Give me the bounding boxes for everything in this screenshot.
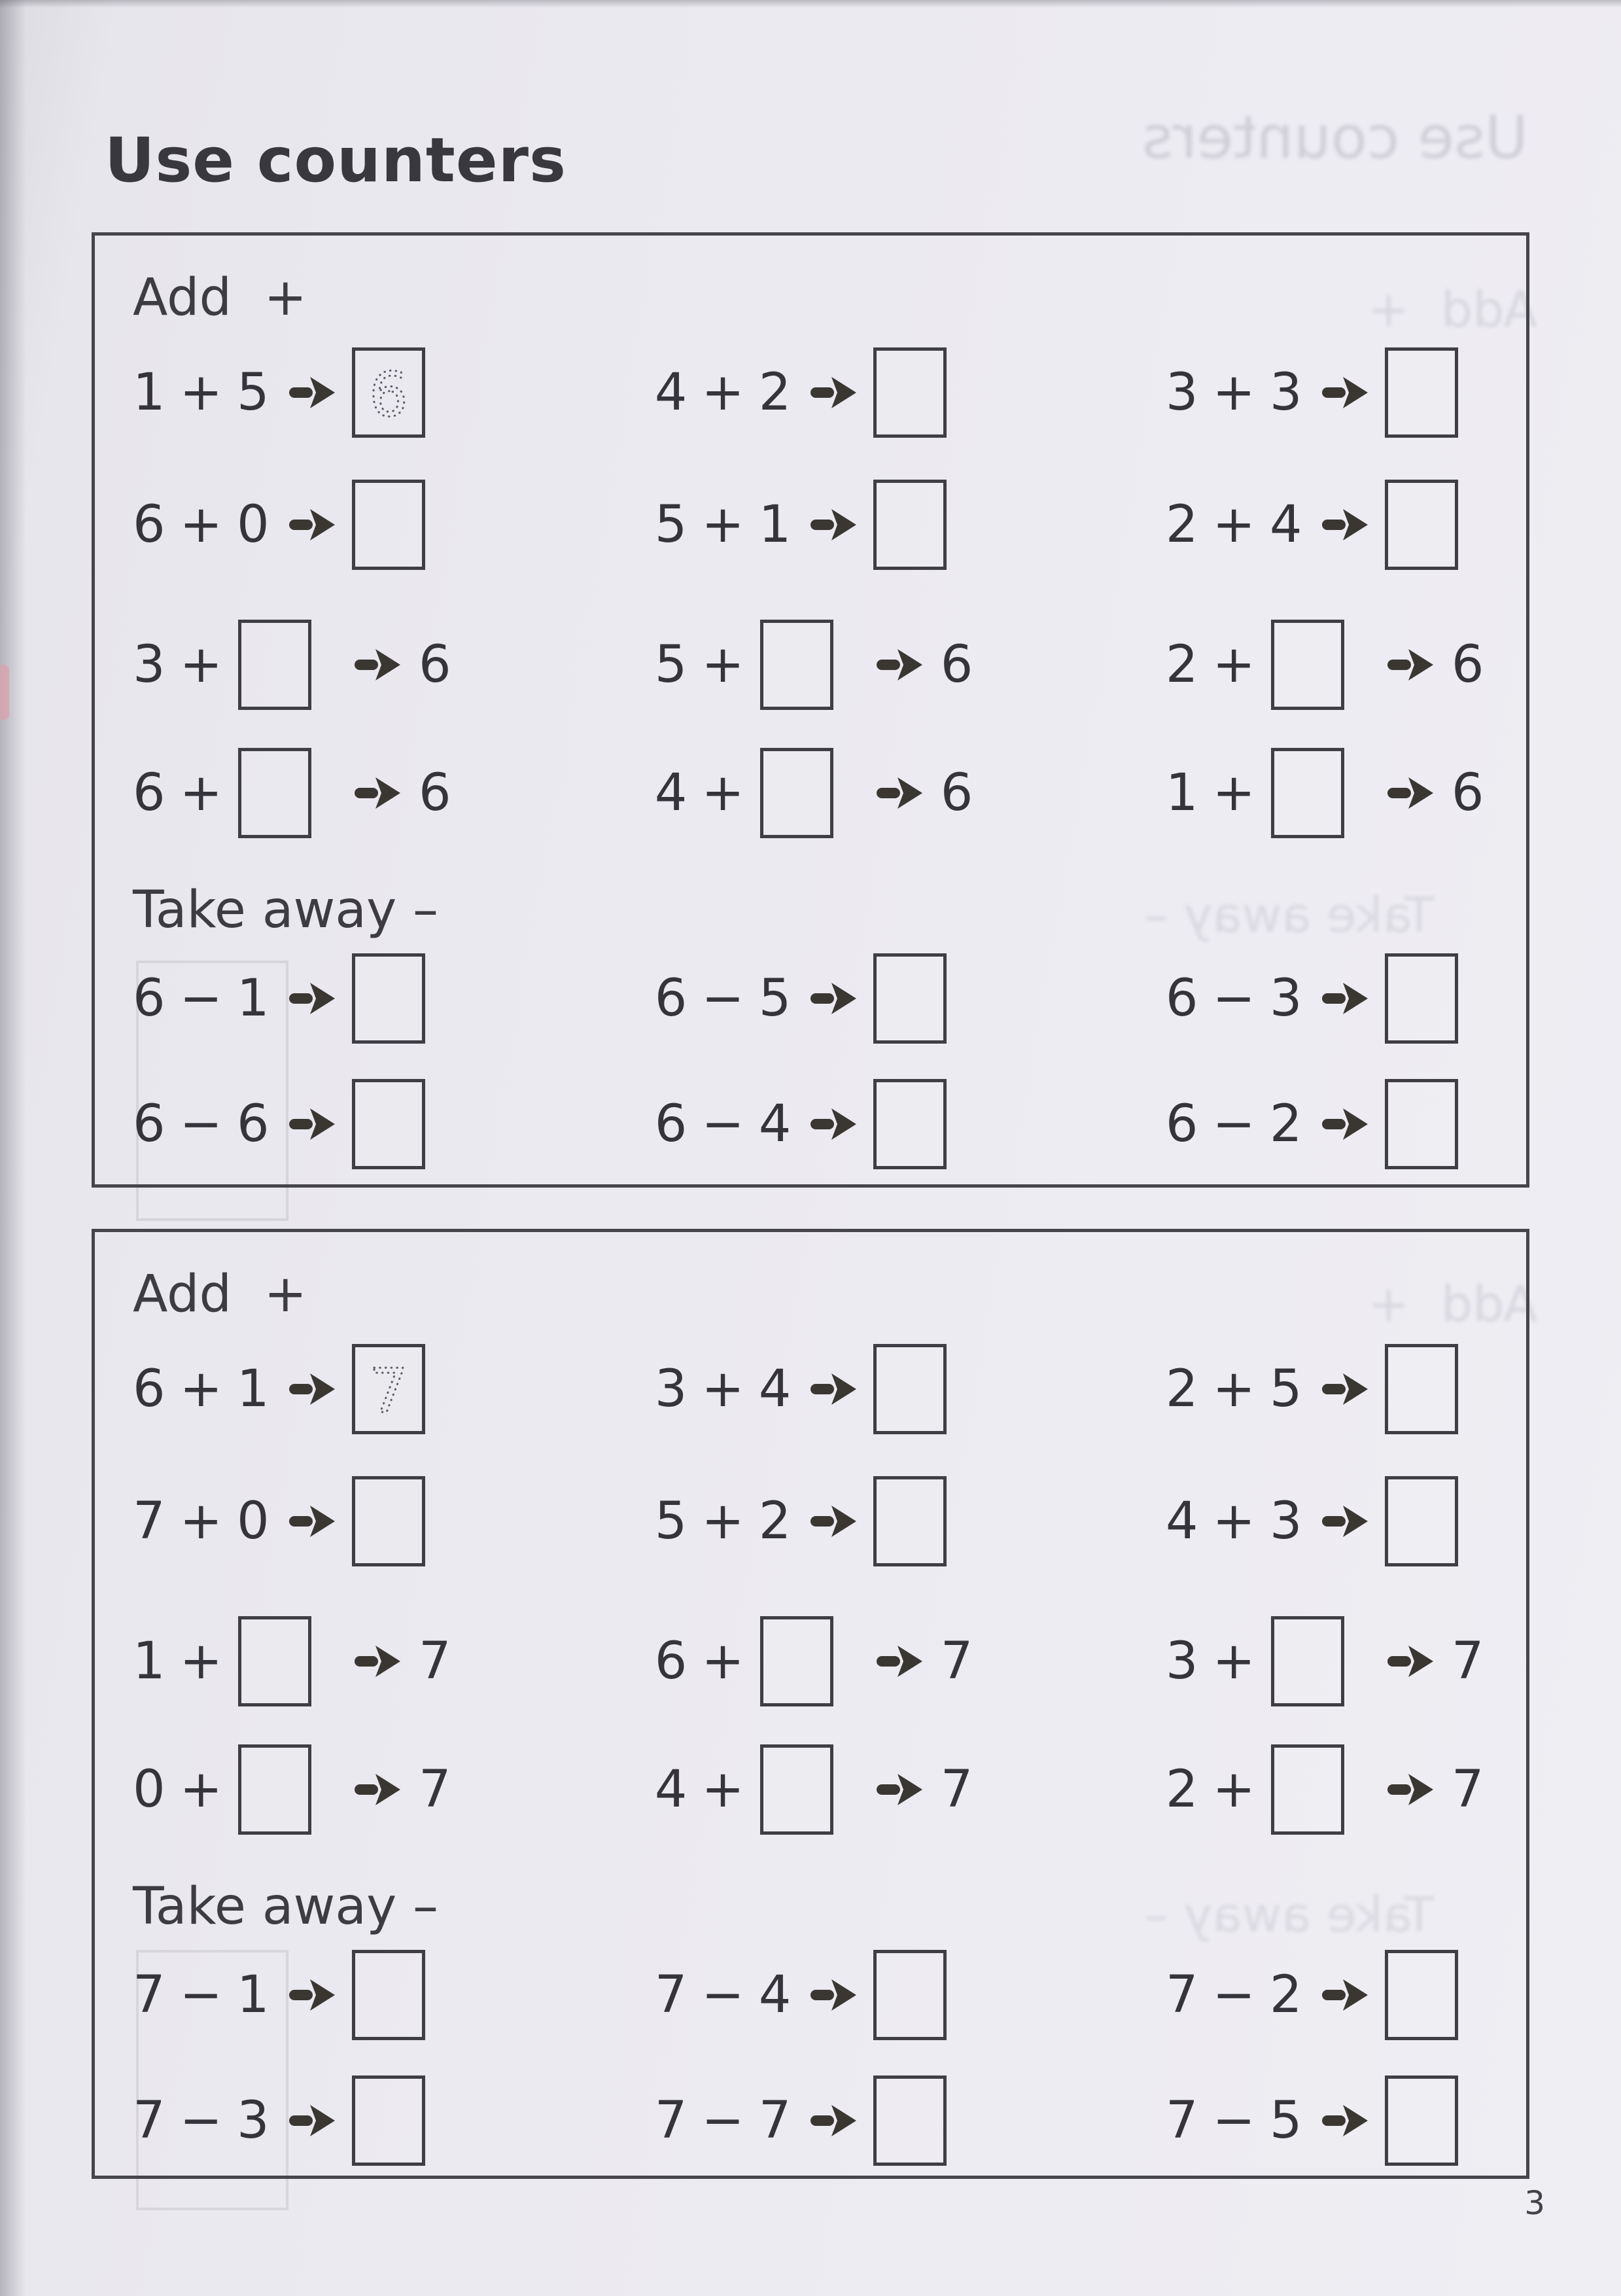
operand-a: 3 [133, 635, 166, 694]
traced-numeral [355, 1347, 422, 1431]
operator: − [701, 1095, 744, 1154]
operand-a: 4 [654, 1760, 688, 1819]
operator: − [1212, 1095, 1255, 1154]
operand-b: 1 [237, 969, 270, 1028]
arrow-right-icon [288, 1978, 336, 2012]
operand-a: 7 [654, 2091, 688, 2150]
operand-a: 4 [1165, 1492, 1198, 1551]
operand-a: 6 [1165, 969, 1198, 1028]
traced-numeral [355, 351, 422, 434]
arrow-right-icon [1386, 776, 1435, 810]
operand-a: 6 [133, 764, 166, 822]
ghost-mirrored-take-label: Take away – [1143, 1887, 1434, 1943]
arrow-right-icon [1321, 2104, 1369, 2138]
arrow-right-icon [809, 1504, 858, 1538]
operand-b: 4 [758, 1360, 792, 1419]
operand-a: 1 [133, 363, 166, 422]
operand-b: 5 [1269, 1360, 1302, 1419]
operator: + [1212, 495, 1255, 554]
add-heading: Add + [133, 1265, 307, 1324]
equation [133, 949, 655, 1048]
answer-box[interactable] [352, 480, 425, 570]
result-number: 7 [419, 1760, 451, 1819]
equation [655, 1074, 1166, 1174]
answer-box[interactable] [352, 1079, 425, 1169]
operand-a: 7 [1165, 2091, 1198, 2150]
arrow-right-icon [1386, 1773, 1435, 1807]
answer-box[interactable] [352, 1476, 425, 1566]
operand-b: 5 [237, 363, 270, 422]
result-number: 7 [1451, 1632, 1484, 1691]
operand-a: 6 [133, 1360, 166, 1419]
equation [1166, 343, 1488, 442]
equation [655, 615, 1166, 715]
arrow-right-icon [809, 1107, 858, 1141]
operator: + [179, 1632, 222, 1691]
operator: + [179, 1760, 222, 1819]
operator: − [179, 1966, 222, 2024]
arrow-right-icon [288, 981, 336, 1016]
arrow-right-icon [288, 2104, 336, 2138]
operator: − [179, 2091, 222, 2150]
operator: + [179, 764, 222, 822]
operand-a: 5 [654, 1492, 688, 1551]
result-number: 6 [940, 764, 973, 822]
equation [655, 949, 1166, 1048]
arrow-right-icon [353, 648, 402, 682]
operator: + [1212, 764, 1255, 822]
answer-box[interactable] [873, 1950, 947, 2040]
answer-box[interactable] [760, 748, 833, 838]
arrow-right-icon [1321, 1107, 1369, 1141]
operand-b: 4 [1269, 495, 1302, 554]
equation [655, 343, 1166, 442]
answer-box[interactable] [760, 1616, 833, 1706]
operator: − [179, 1095, 222, 1154]
arrow-right-icon [1321, 1372, 1369, 1406]
operator: + [179, 363, 222, 422]
answer-box[interactable] [873, 1476, 947, 1566]
answer-box[interactable] [352, 347, 425, 438]
operator: + [179, 635, 222, 694]
operand-b: 1 [758, 495, 792, 554]
answer-box[interactable] [1271, 1744, 1344, 1835]
operator: + [179, 495, 222, 554]
operator: − [1212, 1966, 1255, 2024]
arrow-right-icon [1386, 648, 1435, 682]
ghost-mirrored-add-label: Add + [1367, 280, 1537, 338]
answer-box[interactable] [1385, 1950, 1458, 2040]
result-number: 6 [1451, 635, 1484, 694]
arrow-right-icon [1321, 1504, 1369, 1538]
missing-addend-grid [133, 1612, 1488, 1839]
operand-a: 3 [1165, 1632, 1198, 1691]
svg-text:6: 6 [369, 359, 408, 430]
operand-a: 6 [133, 495, 166, 554]
answer-box[interactable] [238, 1744, 311, 1835]
arrow-right-icon [1321, 376, 1369, 410]
equation [1166, 2071, 1488, 2170]
operator: − [701, 2091, 744, 2150]
answer-box[interactable] [1385, 1476, 1458, 1566]
operand-a: 7 [133, 1492, 166, 1551]
operand-b: 4 [758, 1966, 792, 2024]
operator: + [701, 1492, 744, 1551]
answer-box[interactable] [352, 2075, 425, 2166]
answer-box[interactable] [1385, 347, 1458, 438]
result-number: 6 [940, 635, 973, 694]
operand-b: 7 [758, 2091, 792, 2150]
answer-box[interactable] [873, 1344, 947, 1434]
answer-box[interactable] [238, 1616, 311, 1706]
answer-box[interactable] [760, 1744, 833, 1835]
answer-box[interactable] [873, 2075, 947, 2166]
result-number: 7 [940, 1632, 973, 1691]
equation [1166, 1472, 1488, 1571]
answer-box[interactable] [873, 953, 947, 1044]
answer-box[interactable] [873, 1079, 947, 1169]
answer-box[interactable] [1385, 480, 1458, 570]
equation [1166, 949, 1488, 1048]
arrow-right-icon [353, 776, 402, 810]
arrow-right-icon [809, 981, 858, 1016]
equation [133, 343, 655, 442]
equation [133, 1074, 655, 1174]
ghost-mirrored-add-label: Add + [1367, 1275, 1537, 1333]
arrow-right-icon [353, 1773, 402, 1807]
equation [133, 475, 655, 574]
answer-box[interactable] [352, 1344, 425, 1434]
equation [133, 1740, 655, 1839]
operator: + [1212, 1760, 1255, 1819]
operator: + [701, 1760, 744, 1819]
operand-a: 7 [1165, 1966, 1198, 2024]
arrow-right-icon [809, 376, 858, 410]
answer-box[interactable] [238, 620, 311, 710]
operator: + [179, 1492, 222, 1551]
equation [1166, 615, 1488, 715]
equation [133, 1339, 655, 1439]
operand-a: 4 [654, 363, 688, 422]
arrow-right-icon [288, 1504, 336, 1538]
svg-text:7: 7 [369, 1355, 408, 1426]
exercise-box-sums-to-7 [92, 1229, 1529, 2179]
operand-b: 0 [237, 495, 270, 554]
arrow-right-icon [809, 2104, 858, 2138]
equation [1166, 1612, 1488, 1711]
equation [655, 2071, 1166, 2170]
answer-box[interactable] [1271, 1616, 1344, 1706]
result-number: 6 [419, 635, 451, 694]
equation [1166, 1740, 1488, 1839]
operand-b: 3 [1269, 363, 1302, 422]
operand-a: 3 [654, 1360, 688, 1419]
arrow-right-icon [875, 648, 924, 682]
equation [133, 743, 655, 843]
equation [133, 1612, 655, 1711]
operand-a: 0 [133, 1760, 166, 1819]
operand-a: 7 [133, 1966, 166, 2024]
arrow-right-icon [809, 508, 858, 542]
result-number: 7 [940, 1760, 973, 1819]
pink-edge-mark [0, 665, 9, 720]
arrow-right-icon [809, 1372, 858, 1406]
equation [655, 1945, 1166, 2045]
operator: + [1212, 363, 1255, 422]
answer-box[interactable] [760, 620, 833, 710]
answer-box[interactable] [1385, 1344, 1458, 1434]
operator: + [701, 1360, 744, 1419]
operator: − [179, 969, 222, 1028]
equation [655, 475, 1166, 574]
arrow-right-icon [1321, 508, 1369, 542]
equation [133, 2071, 655, 2170]
equation [655, 1612, 1166, 1711]
equation [1166, 1339, 1488, 1439]
equation [1166, 1074, 1488, 1174]
answer-box[interactable] [1271, 748, 1344, 838]
equation [133, 1945, 655, 2045]
operand-a: 6 [1165, 1095, 1198, 1154]
take-away-heading: Take away – [133, 881, 439, 940]
operand-b: 2 [758, 1492, 792, 1551]
equation [655, 1472, 1166, 1571]
operand-a: 7 [654, 1966, 688, 2024]
equation [655, 1339, 1166, 1439]
operand-a: 4 [654, 764, 688, 822]
equation [655, 743, 1166, 843]
arrow-right-icon [1321, 1978, 1369, 2012]
operator: − [701, 1966, 744, 2024]
operand-a: 3 [1165, 363, 1198, 422]
arrow-right-icon [875, 1773, 924, 1807]
result-number: 6 [419, 764, 451, 822]
operand-a: 5 [654, 635, 688, 694]
operand-a: 2 [1165, 635, 1198, 694]
operand-a: 2 [1165, 1360, 1198, 1419]
operand-b: 0 [237, 1492, 270, 1551]
operator: + [1212, 1360, 1255, 1419]
operand-b: 3 [1269, 1492, 1302, 1551]
add-equations-grid [133, 343, 1488, 574]
operand-a: 6 [133, 969, 166, 1028]
operand-a: 2 [1165, 495, 1198, 554]
scan-top-shadow [0, 0, 1621, 8]
arrow-right-icon [353, 1644, 402, 1678]
operand-b: 2 [1269, 1095, 1302, 1154]
ghost-mirrored-title: Use counters [1142, 103, 1528, 172]
arrow-right-icon [288, 508, 336, 542]
operand-a: 1 [1165, 764, 1198, 822]
operator: − [1212, 969, 1255, 1028]
equation [1166, 743, 1488, 843]
operand-b: 3 [237, 2091, 270, 2150]
add-heading: Add + [133, 268, 307, 327]
answer-box[interactable] [1385, 953, 1458, 1044]
operand-b: 2 [1269, 1966, 1302, 2024]
operator: − [1212, 2091, 1255, 2150]
arrow-right-icon [288, 376, 336, 410]
result-number: 6 [1451, 764, 1484, 822]
operator: − [701, 969, 744, 1028]
missing-addend-grid [133, 615, 1488, 843]
page-number: 3 [1524, 2184, 1545, 2222]
operator: + [1212, 1492, 1255, 1551]
answer-box[interactable] [1271, 620, 1344, 710]
exercise-box-sums-to-6 [92, 232, 1529, 1188]
answer-box[interactable] [1385, 2075, 1458, 2166]
answer-box[interactable] [873, 347, 947, 438]
add-equations-grid [133, 1339, 1488, 1571]
answer-box[interactable] [873, 480, 947, 570]
operand-b: 1 [237, 1966, 270, 2024]
operand-a: 2 [1165, 1760, 1198, 1819]
equation [133, 615, 655, 715]
operator: + [179, 1360, 222, 1419]
operand-b: 5 [758, 969, 792, 1028]
operand-a: 6 [654, 969, 688, 1028]
operand-a: 7 [133, 2091, 166, 2150]
operand-b: 2 [758, 363, 792, 422]
arrow-right-icon [288, 1107, 336, 1141]
arrow-right-icon [875, 1644, 924, 1678]
operator: + [701, 635, 744, 694]
arrow-right-icon [1386, 1644, 1435, 1678]
arrow-right-icon [809, 1978, 858, 2012]
operand-a: 5 [654, 495, 688, 554]
page-title: Use counters [105, 124, 566, 196]
equation [1166, 1945, 1488, 2045]
operand-b: 6 [237, 1095, 270, 1154]
operator: + [701, 1632, 744, 1691]
operator: + [701, 495, 744, 554]
operand-b: 4 [758, 1095, 792, 1154]
result-number: 7 [419, 1632, 451, 1691]
operand-a: 1 [133, 1632, 166, 1691]
answer-box[interactable] [352, 953, 425, 1044]
equation [1166, 475, 1488, 574]
operand-a: 6 [654, 1632, 688, 1691]
answer-box[interactable] [238, 748, 311, 838]
result-number: 7 [1451, 1760, 1484, 1819]
arrow-right-icon [875, 776, 924, 810]
take-away-grid [133, 949, 1488, 1174]
operator: + [701, 363, 744, 422]
operator: + [701, 764, 744, 822]
operand-a: 6 [654, 1095, 688, 1154]
operand-a: 6 [133, 1095, 166, 1154]
scan-edge-shadow [0, 0, 26, 2296]
operand-b: 5 [1269, 2091, 1302, 2150]
answer-box[interactable] [352, 1950, 425, 2040]
equation [655, 1740, 1166, 1839]
arrow-right-icon [1321, 981, 1369, 1016]
take-away-heading: Take away – [133, 1877, 439, 1936]
operator: + [1212, 1632, 1255, 1691]
operand-b: 3 [1269, 969, 1302, 1028]
ghost-mirrored-take-label: Take away – [1143, 887, 1434, 944]
operand-b: 1 [237, 1360, 270, 1419]
answer-box[interactable] [1385, 1079, 1458, 1169]
take-away-grid [133, 1945, 1488, 2170]
equation [133, 1472, 655, 1571]
operator: + [1212, 635, 1255, 694]
arrow-right-icon [288, 1372, 336, 1406]
